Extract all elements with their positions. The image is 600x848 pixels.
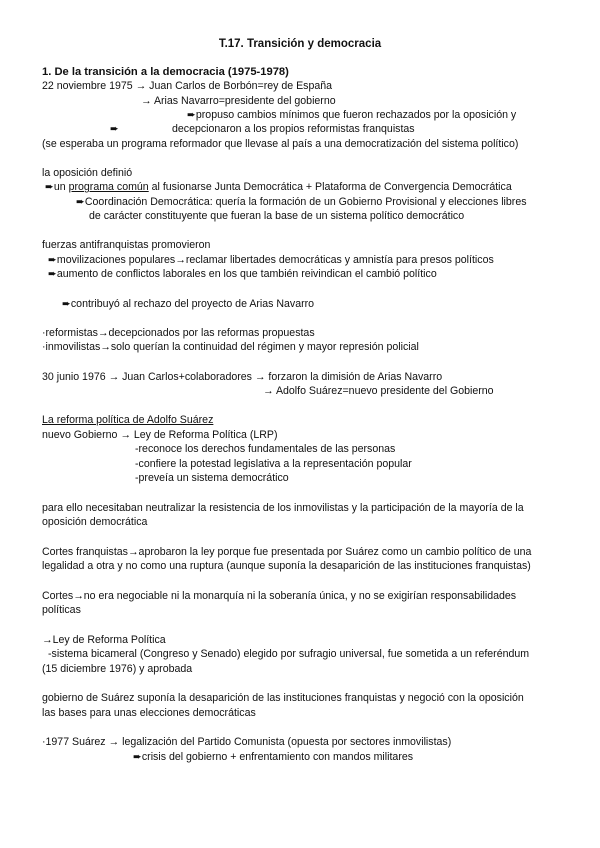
text-line: ➨Coordinación Democrática: quería la formación de un Gobierno Provisional y elecciones libres <box>76 196 527 208</box>
text-line: → Adolfo Suárez=nuevo presidente del Gobierno <box>263 385 494 397</box>
list-item: -confiere la potestad legislativa a la representación popular <box>135 458 412 470</box>
text-line: la oposición definió <box>42 167 133 179</box>
text-line: ➨movilizaciones populares→reclamar libertades democráticas y amnistía para presos políticos <box>48 254 494 266</box>
subsection-heading: La reforma política de Adolfo Suárez <box>42 414 214 426</box>
text-line: (se esperaba un programa reformador que llevase al país a una democratización del sistema político) <box>42 138 519 150</box>
text-line: ·reformistas→decepcionados por las reformas propuestas <box>42 327 315 339</box>
text-line: ➨crisis del gobierno + enfrentamiento con mandos militares <box>133 751 414 763</box>
text-line: Cortes→no era negociable ni la monarquía ni la soberanía única, y no se exigirían responsabilidades <box>42 590 517 602</box>
text-line: Cortes franquistas→aprobaron la ley porque fue presentada por Suárez como un cambio político de una <box>42 546 532 558</box>
text-line: legalidad a otra y no como una ruptura (aunque suponía la desaparición de las instituciones franquistas) <box>42 560 531 572</box>
text-line: oposición democrática <box>42 516 148 528</box>
text-line: decepcionaron a los propios reformistas franquistas <box>172 123 415 135</box>
text-span: ➨un <box>45 181 69 193</box>
section-heading: 1. De la transición a la democracia (1975-1978) <box>42 66 289 78</box>
text-line: ➨propuso cambios mínimos que fueron rechazados por la oposición y <box>187 109 517 121</box>
list-item: -reconoce los derechos fundamentales de las personas <box>135 443 396 455</box>
arrow-icon: ➨ <box>110 123 119 135</box>
text-line: de carácter constituyente que fueran la base de un sistema político democrático <box>89 210 465 222</box>
text-line: para ello necesitaban neutralizar la resistencia de los inmovilistas y la participación de la mayoría de la <box>42 502 524 514</box>
text-span: al fusionarse Junta Democrática + Plataforma de Convergencia Democrática <box>148 181 512 193</box>
text-line: 30 junio 1976 → Juan Carlos+colaboradores → forzaron la dimisión de Arias Navarro <box>42 371 443 383</box>
text-line: -sistema bicameral (Congreso y Senado) elegido por sufragio universal, fue sometida a un referéndum <box>48 648 530 660</box>
text-line: fuerzas antifranquistas promovieron <box>42 239 211 251</box>
text-line: ·inmovilistas→solo querían la continuidad del régimen y mayor represión policial <box>42 341 419 353</box>
underlined-term: programa común <box>68 181 149 193</box>
document-title: T.17. Transición y democracia <box>218 38 382 50</box>
text-line: ·1977 Suárez → legalización del Partido Comunista (opuesta por sectores inmovilistas) <box>42 736 452 748</box>
list-item: -preveía un sistema democrático <box>135 472 289 484</box>
text-line: (15 diciembre 1976) y aprobada <box>42 663 193 675</box>
text-line: → Arias Navarro=presidente del gobierno <box>141 95 336 107</box>
text-line <box>45 181 512 194</box>
text-line: ➨aumento de conflictos laborales en los que también reivindican el cambió político <box>48 268 437 280</box>
text-line: →Ley de Reforma Política <box>42 634 166 646</box>
text-line: nuevo Gobierno → Ley de Reforma Política (LRP) <box>42 429 278 441</box>
text-line: gobierno de Suárez suponía la desaparición de las instituciones franquistas y negoció con la oposición <box>42 692 524 704</box>
text-line: ➨contribuyó al rechazo del proyecto de Arias Navarro <box>62 298 315 310</box>
text-line: 22 noviembre 1975 → Juan Carlos de Borbón=rey de España <box>42 80 333 92</box>
text-line: las bases para unas elecciones democráticas <box>42 707 256 719</box>
text-line: políticas <box>42 604 81 616</box>
